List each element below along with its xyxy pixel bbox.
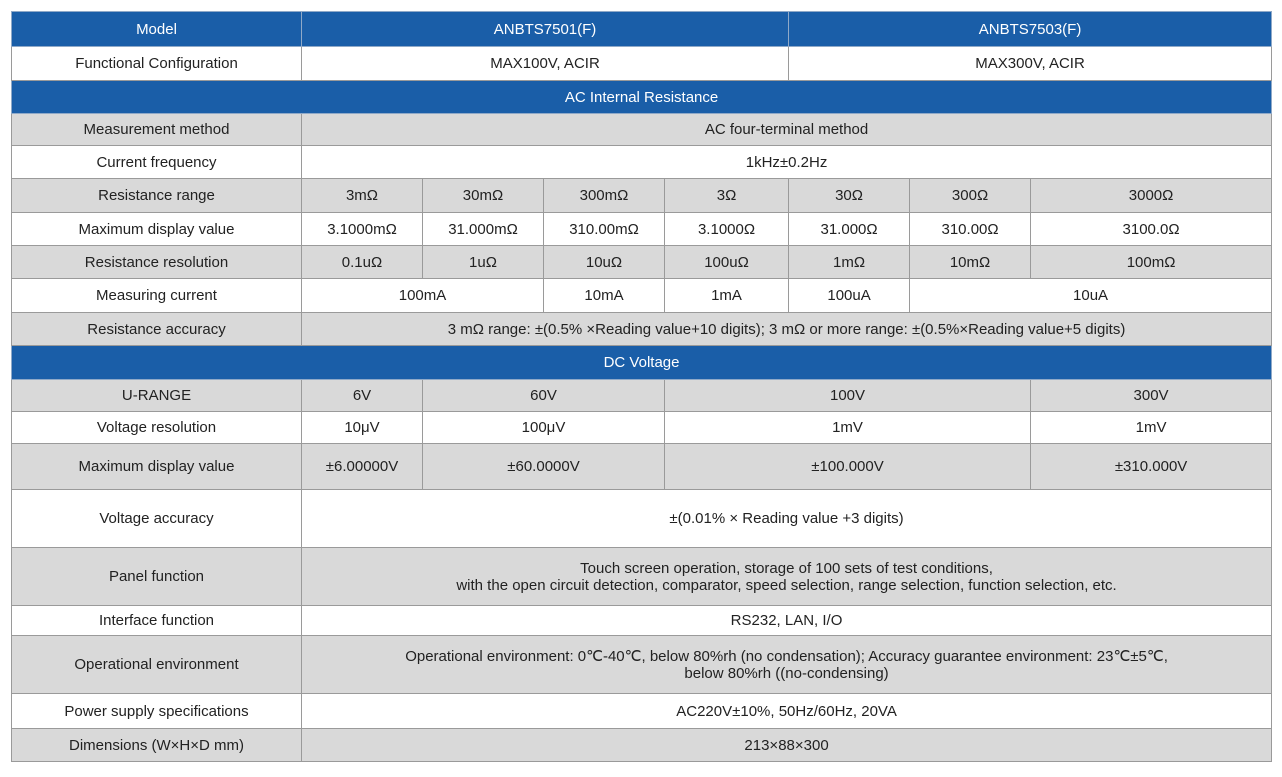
model-row: [12, 12, 1272, 47]
operational-environment-line1: Operational environment: 0℃-40℃, below 80%rh (no condensation); Accuracy guarantee environment: 23℃±5℃,: [405, 647, 1168, 665]
dc-max-display-cell: ±100.000V: [665, 444, 1031, 490]
ac-max-display-label: Maximum display value: [12, 213, 302, 246]
resistance-range-cell: 3000Ω: [1031, 179, 1272, 213]
current-frequency-row: [12, 146, 1272, 179]
u-range-cell: 6V: [302, 380, 423, 412]
power-supply-value: AC220V±10%, 50Hz/60Hz, 20VA: [302, 694, 1272, 729]
dimensions-value: 213×88×300: [302, 729, 1272, 762]
ac-section-title: AC Internal Resistance: [12, 81, 1272, 114]
ac-section-header: [12, 81, 1272, 114]
interface-function-label: Interface function: [12, 606, 302, 636]
resistance-accuracy-value: 3 mΩ range: ±(0.5% ×Reading value+10 digits); 3 mΩ or more range: ±(0.5%×Reading value+5 digits): [302, 313, 1272, 346]
functional-configuration-label: Functional Configuration: [12, 47, 302, 81]
u-range-label: U-RANGE: [12, 380, 302, 412]
u-range-cell: 60V: [423, 380, 665, 412]
resistance-resolution-cell: 10uΩ: [544, 246, 665, 279]
ac-max-display-cell: 310.00mΩ: [544, 213, 665, 246]
ac-max-display-cell: 31.000mΩ: [423, 213, 544, 246]
voltage-resolution-cell: 1mV: [1031, 412, 1272, 444]
measurement-method-row: [12, 114, 1272, 146]
model-a: ANBTS7501(F): [302, 12, 789, 47]
measuring-current-label: Measuring current: [12, 279, 302, 313]
resistance-range-cell: 30Ω: [789, 179, 910, 213]
measurement-method-label: Measurement method: [12, 114, 302, 146]
measurement-method-value: AC four-terminal method: [302, 114, 1272, 146]
resistance-resolution-cell: 1mΩ: [789, 246, 910, 279]
resistance-resolution-cell: 100uΩ: [665, 246, 789, 279]
operational-environment-label: Operational environment: [12, 636, 302, 694]
resistance-resolution-label: Resistance resolution: [12, 246, 302, 279]
voltage-resolution-cell: 1mV: [665, 412, 1031, 444]
measuring-current-cell: 100mA: [302, 279, 544, 313]
voltage-resolution-row: [12, 412, 1272, 444]
ac-max-display-cell: 31.000Ω: [789, 213, 910, 246]
panel-function-label: Panel function: [12, 548, 302, 606]
current-frequency-label: Current frequency: [12, 146, 302, 179]
measuring-current-cell: 10uA: [910, 279, 1272, 313]
measuring-current-cell: 10mA: [544, 279, 665, 313]
resistance-range-cell: 30mΩ: [423, 179, 544, 213]
functional-configuration-row: [12, 47, 1272, 81]
power-supply-row: [12, 694, 1272, 729]
current-frequency-value: 1kHz±0.2Hz: [302, 146, 1272, 179]
panel-function-value: [302, 548, 1272, 606]
resistance-range-row: [12, 179, 1272, 213]
voltage-accuracy-value: ±(0.01% × Reading value +3 digits): [302, 490, 1272, 548]
resistance-resolution-cell: 10mΩ: [910, 246, 1031, 279]
measuring-current-cell: 100uA: [789, 279, 910, 313]
resistance-range-cell: 3Ω: [665, 179, 789, 213]
voltage-resolution-cell: 10μV: [302, 412, 423, 444]
resistance-range-label: Resistance range: [12, 179, 302, 213]
dc-section-header: [12, 346, 1272, 380]
spec-table: [11, 11, 1272, 762]
dc-max-display-cell: ±6.00000V: [302, 444, 423, 490]
resistance-range-cell: 300Ω: [910, 179, 1031, 213]
dc-max-display-cell: ±60.0000V: [423, 444, 665, 490]
operational-environment-line2: below 80%rh ((no-condensing): [684, 664, 889, 682]
functional-configuration-b: MAX300V, ACIR: [789, 47, 1272, 81]
dc-max-display-cell: ±310.000V: [1031, 444, 1272, 490]
interface-function-value: RS232, LAN, I/O: [302, 606, 1272, 636]
u-range-cell: 300V: [1031, 380, 1272, 412]
resistance-resolution-cell: 100mΩ: [1031, 246, 1272, 279]
ac-max-display-cell: 310.00Ω: [910, 213, 1031, 246]
voltage-resolution-label: Voltage resolution: [12, 412, 302, 444]
ac-max-display-cell: 3100.0Ω: [1031, 213, 1272, 246]
panel-function-line1: Touch screen operation, storage of 100 sets of test conditions,: [580, 559, 993, 577]
dc-max-display-row: [12, 444, 1272, 490]
measuring-current-cell: 1mA: [665, 279, 789, 313]
dimensions-row: [12, 729, 1272, 762]
voltage-accuracy-label: Voltage accuracy: [12, 490, 302, 548]
voltage-accuracy-row: [12, 490, 1272, 548]
panel-function-line2: with the open circuit detection, comparator, speed selection, range selection, function selection, etc.: [456, 576, 1117, 594]
voltage-resolution-cell: 100μV: [423, 412, 665, 444]
panel-function-row: [12, 548, 1272, 606]
interface-function-row: [12, 606, 1272, 636]
ac-max-display-row: [12, 213, 1272, 246]
resistance-resolution-cell: 1uΩ: [423, 246, 544, 279]
power-supply-label: Power supply specifications: [12, 694, 302, 729]
dimensions-label: Dimensions (W×H×D mm): [12, 729, 302, 762]
resistance-accuracy-label: Resistance accuracy: [12, 313, 302, 346]
model-b: ANBTS7503(F): [789, 12, 1272, 47]
functional-configuration-a: MAX100V, ACIR: [302, 47, 789, 81]
resistance-range-cell: 3mΩ: [302, 179, 423, 213]
dc-max-display-label: Maximum display value: [12, 444, 302, 490]
resistance-resolution-cell: 0.1uΩ: [302, 246, 423, 279]
ac-max-display-cell: 3.1000mΩ: [302, 213, 423, 246]
dc-section-title: DC Voltage: [12, 346, 1272, 380]
u-range-cell: 100V: [665, 380, 1031, 412]
model-label: Model: [12, 12, 302, 47]
resistance-range-cell: 300mΩ: [544, 179, 665, 213]
u-range-row: [12, 380, 1272, 412]
operational-environment-value: [302, 636, 1272, 694]
resistance-accuracy-row: [12, 313, 1272, 346]
spec-table-container: [11, 11, 1271, 762]
measuring-current-row: [12, 279, 1272, 313]
operational-environment-row: [12, 636, 1272, 694]
resistance-resolution-row: [12, 246, 1272, 279]
ac-max-display-cell: 3.1000Ω: [665, 213, 789, 246]
